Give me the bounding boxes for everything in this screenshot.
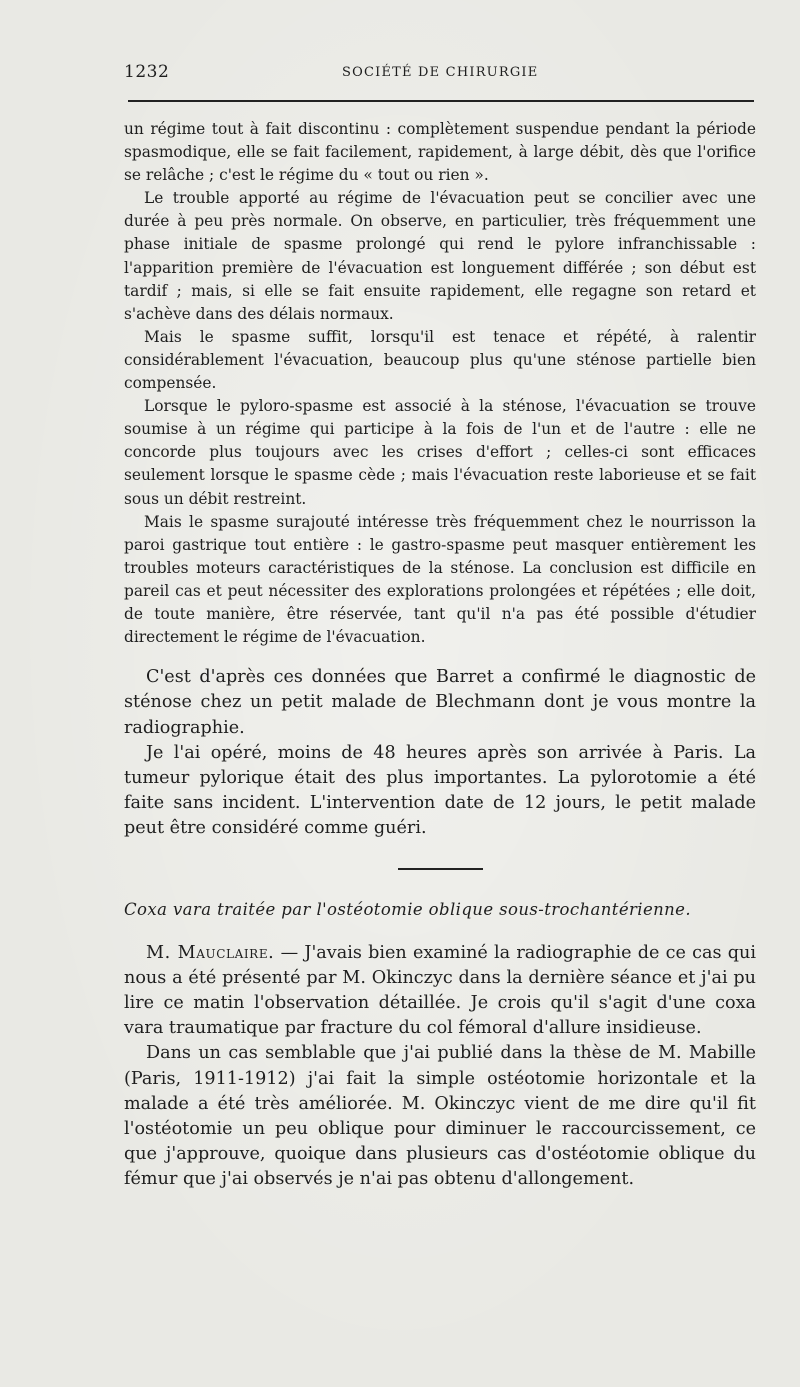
paragraph-continuation: un régime tout à fait discontinu : complètement suspendue pendant la période spasmodique, elle se fait facilement, rapidement, à large débit, dès que l'orifice se relâche ; c'est le régime du « tout ou rien ». bbox=[124, 120, 756, 185]
paragraph: Dans un cas semblable que j'ai publié dans la thèse de M. Mabille (Paris, 1911-1912) j'ai fait la simple ostéotomie horizontale et la malade a été très améliorée. M. Okinczyc vient de me dire qu'il fit l'ostéotomie un peu oblique pour diminuer le raccourcissement, ce que j'approuve, quoique dans plusieurs cas d'ostéotomie oblique du fémur que j'ai observés je n'ai pas obtenu d'allongement. bbox=[124, 1043, 756, 1190]
paragraph: Mais le spasme surajouté intéresse très fréquemment chez le nourrisson la paroi gastrique tout entière : le gastro-spasme peut masquer entièrement les troubles moteurs caractéristiques de la sténose. La conclusion est difficile en pareil cas et peut nécessiter des explorations prolongées et répétées ; elle doit, de toute manière, être réservée, tant qu'il n'a pas été possible d'étudier directement le régime de l'évacuation. bbox=[124, 512, 756, 647]
running-head: SOCIÉTÉ DE CHIRURGIE bbox=[342, 65, 539, 80]
mauclaire-discussion bbox=[124, 941, 756, 1193]
paragraph: Lorsque le pyloro-spasme est associé à la sténose, l'évacuation se trouve soumise à un régime qui participe à la fois de l'un et de l'autre : elle ne concorde plus toujours avec les crises d'effort ; celles-ci sont efficaces seulement lorsque le spasme cède ; mais l'évacuation reste laborieuse et se fait sous un débit restreint. bbox=[124, 397, 756, 508]
page-body bbox=[124, 118, 756, 1193]
large-print-block bbox=[124, 665, 756, 841]
small-print-block bbox=[124, 118, 756, 649]
header-rule bbox=[128, 100, 754, 102]
section-divider bbox=[398, 868, 483, 870]
speaker-text: — J'avais bien examiné la radiographie de ce cas qui nous a été présenté par M. Okinczyc dans la dernière séance et j'ai pu lire ce matin l'observation détaillée. Je crois qu'il s'agit d'une coxa vara traumatique par fracture du col fémoral d'allure insidieuse. bbox=[124, 942, 756, 1039]
speaker-name: M. Mauclaire. bbox=[146, 942, 275, 963]
paragraph: C'est d'après ces données que Barret a confirmé le diagnostic de sténose chez un petit malade de Blechmann dont je vous montre la radiographie. bbox=[124, 667, 756, 738]
paragraph: Le trouble apporté au régime de l'évacuation peut se concilier avec une durée à peu près normale. On observe, en particulier, très fréquemment une phase initiale de spasme prolongé qui rend le pylore infranchissable : l'apparition première de l'évacuation est longuement différée ; son début est tardif ; mais, si elle se fait ensuite rapidement, elle regagne son retard et s'achève dans des délais normaux. bbox=[124, 189, 756, 323]
page-number: 1232 bbox=[124, 62, 170, 82]
paragraph: Mais le spasme suffit, lorsqu'il est tenace et répété, à ralentir considérablement l'évacuation, beaucoup plus qu'une sténose partielle bien compensée. bbox=[124, 327, 756, 393]
paragraph: Je l'ai opéré, moins de 48 heures après son arrivée à Paris. La tumeur pylorique était des plus importantes. La pylorotomie a été faite sans incident. L'intervention date de 12 jours, le petit malade peut être considéré comme guéri. bbox=[124, 742, 756, 839]
page-header bbox=[124, 62, 754, 84]
paragraph bbox=[124, 941, 756, 1042]
section-title: Coxa vara traitée par l'ostéotomie oblique sous-trochantérienne. bbox=[124, 899, 691, 919]
